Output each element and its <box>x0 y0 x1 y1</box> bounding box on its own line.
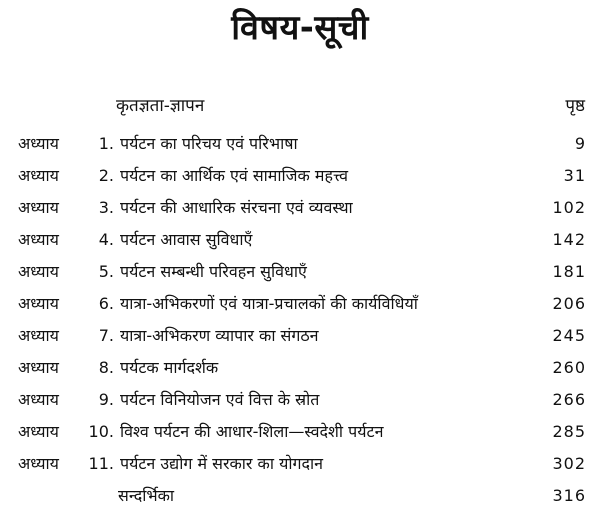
acknowledgement-entry[interactable]: कृतज्ञता-ज्ञापन <box>116 96 205 116</box>
chapter-title: पर्यटक मार्गदर्शक <box>120 358 219 377</box>
toc-entry-chapter-1[interactable] <box>0 128 600 160</box>
chapter-number: 9. <box>98 390 114 409</box>
chapter-word: अध्याय <box>18 454 59 473</box>
page-number: 31 <box>563 166 586 185</box>
toc-entry-chapter-8[interactable] <box>0 352 600 384</box>
page-number: 142 <box>552 230 586 249</box>
chapter-title: यात्रा-अभिकरण व्यापार का संगठन <box>120 326 319 345</box>
chapter-number: 4. <box>98 230 114 249</box>
page-number: 316 <box>552 486 586 505</box>
chapter-word: अध्याय <box>18 390 59 409</box>
chapter-title: पर्यटन सम्बन्धी परिवहन सुविधाएँ <box>120 262 307 281</box>
toc-header <box>0 92 600 120</box>
table-of-contents <box>0 128 600 512</box>
page-number: 260 <box>552 358 586 377</box>
page-number: 102 <box>552 198 586 217</box>
page-number: 9 <box>574 134 586 153</box>
chapter-number: 11. <box>88 454 114 473</box>
chapter-word: अध्याय <box>18 358 59 377</box>
chapter-title: यात्रा-अभिकरणों एवं यात्रा-प्रचालकों की कार्यविधियाँ <box>120 294 418 313</box>
chapter-title: पर्यटन उद्योग में सरकार का योगदान <box>120 454 324 473</box>
toc-entry-chapter-11[interactable] <box>0 448 600 480</box>
chapter-title: विश्व पर्यटन की आधार-शिला—स्वदेशी पर्यटन <box>120 422 384 441</box>
page-number: 245 <box>552 326 586 345</box>
chapter-number: 6. <box>98 294 114 313</box>
toc-entry-chapter-5[interactable] <box>0 256 600 288</box>
toc-entry-chapter-9[interactable] <box>0 384 600 416</box>
chapter-title: पर्यटन का परिचय एवं परिभाषा <box>120 134 298 153</box>
chapter-word: अध्याय <box>18 166 59 185</box>
page-number: 266 <box>552 390 586 409</box>
page-column-label: पृष्ठ <box>565 96 585 116</box>
page-number: 302 <box>552 454 586 473</box>
chapter-title: पर्यटन आवास सुविधाएँ <box>120 230 253 249</box>
chapter-word: अध्याय <box>18 422 59 441</box>
chapter-number: 10. <box>88 422 114 441</box>
page-number: 181 <box>552 262 586 281</box>
chapter-word: अध्याय <box>18 262 59 281</box>
toc-entry-bibliography[interactable] <box>0 480 600 512</box>
chapter-word: अध्याय <box>18 134 59 153</box>
chapter-number: 7. <box>98 326 114 345</box>
chapter-number: 1. <box>98 134 114 153</box>
chapter-word: अध्याय <box>18 230 59 249</box>
toc-entry-chapter-6[interactable] <box>0 288 600 320</box>
page-number: 206 <box>552 294 586 313</box>
toc-entry-chapter-4[interactable] <box>0 224 600 256</box>
page-number: 285 <box>552 422 586 441</box>
page-title: विषय-सूची <box>231 8 369 48</box>
toc-entry-chapter-10[interactable] <box>0 416 600 448</box>
chapter-number: 5. <box>98 262 114 281</box>
chapter-number: 3. <box>98 198 114 217</box>
chapter-number: 8. <box>98 358 114 377</box>
toc-entry-chapter-7[interactable] <box>0 320 600 352</box>
chapter-title: पर्यटन की आधारिक संरचना एवं व्यवस्था <box>120 198 353 217</box>
chapter-word: अध्याय <box>18 294 59 313</box>
toc-entry-chapter-2[interactable] <box>0 160 600 192</box>
bibliography-title: सन्दर्भिका <box>118 486 175 505</box>
chapter-word: अध्याय <box>18 198 59 217</box>
chapter-word: अध्याय <box>18 326 59 345</box>
toc-entry-chapter-3[interactable] <box>0 192 600 224</box>
chapter-number: 2. <box>98 166 114 185</box>
chapter-title: पर्यटन विनियोजन एवं वित्त के स्रोत <box>120 390 320 409</box>
chapter-title: पर्यटन का आर्थिक एवं सामाजिक महत्त्व <box>120 166 349 185</box>
